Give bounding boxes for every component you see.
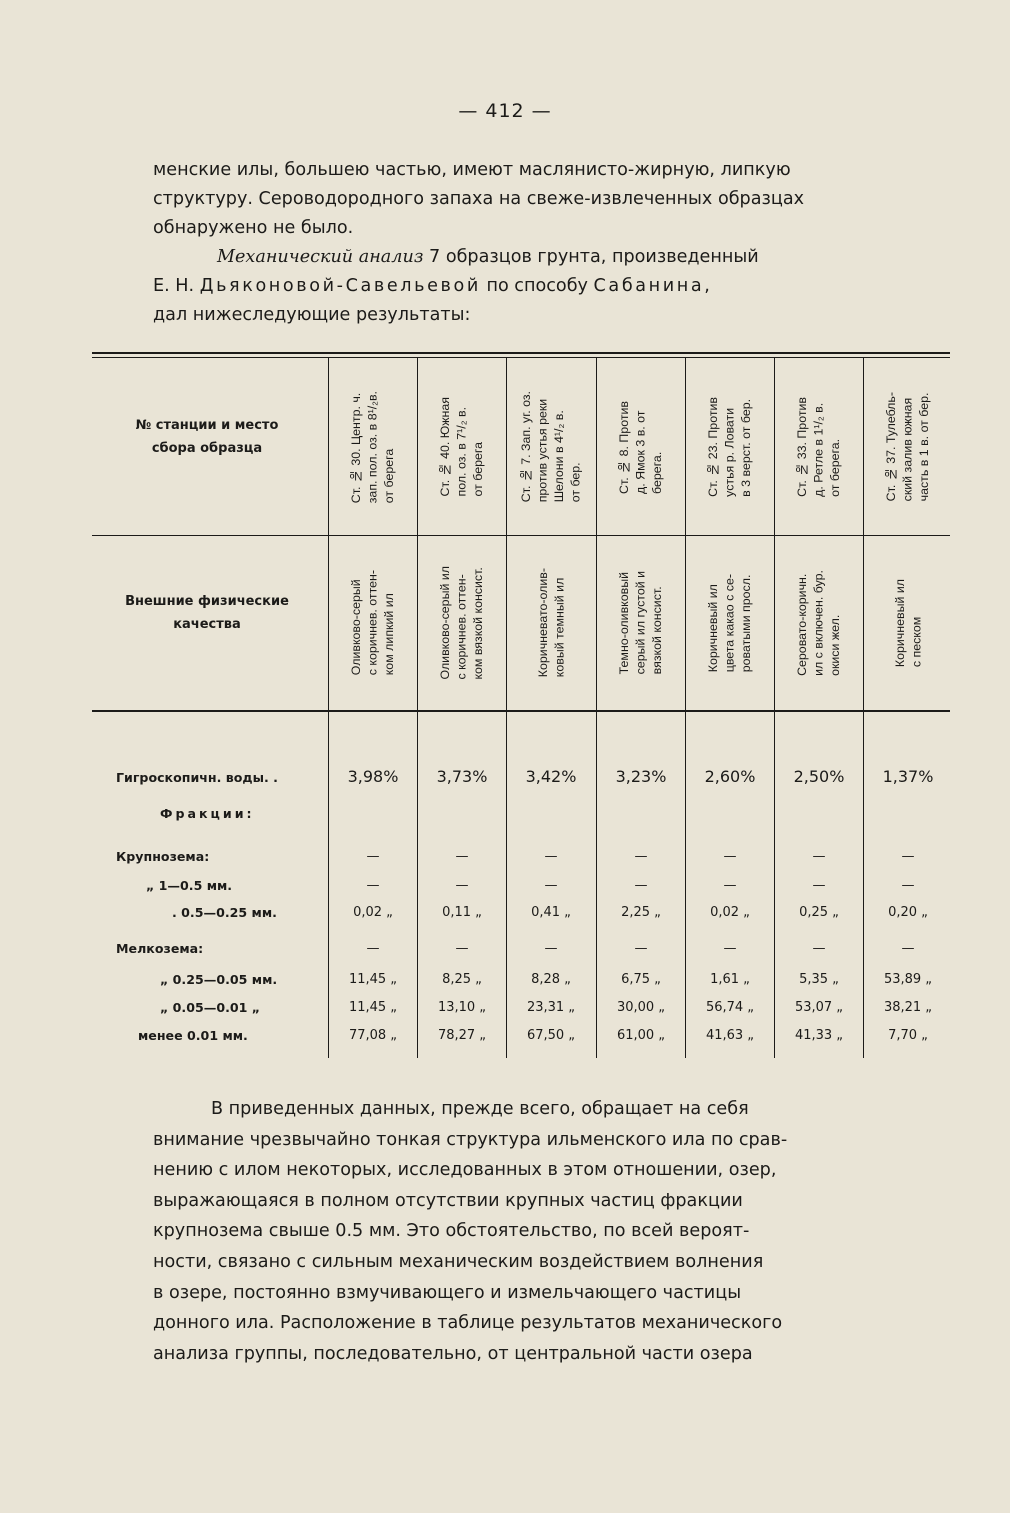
table-cell: 3,42% — [525, 767, 577, 786]
station-header-text: Ст. № 7. Зап. уг. оз. против устья реки Шелони в 4¹/₂ в. от бер. — [519, 391, 583, 503]
station-header-text: Ст. № 37. Тулебль- ский залив южная часть в 1 в. от бер. — [884, 392, 932, 502]
body-line: анализа группы, последовательно, от центральной части озера — [153, 1343, 753, 1364]
table-cell: 0,20 „ — [888, 905, 928, 920]
row-label: „ 1—0.5 мм. — [146, 878, 233, 893]
table-cell: 53,89 „ — [883, 972, 933, 987]
intro-line: дал нижеследующие результаты: — [153, 305, 471, 325]
row-label: „ 0.05—0.01 „ — [160, 1000, 261, 1015]
body-line: ности, связано с сильным механическим воздействием волнения — [153, 1251, 764, 1272]
table-cell: 3,73% — [436, 767, 488, 786]
station-header-cell — [418, 362, 506, 532]
station-header-label — [92, 414, 322, 460]
quality-header-cell — [686, 540, 774, 706]
table-cell: 0,02 „ — [710, 905, 750, 920]
quality-header-cell — [507, 540, 595, 706]
table-cell: — — [366, 941, 380, 956]
intro-line: обнаружено не было. — [153, 218, 354, 238]
table-cell: — — [901, 941, 915, 956]
station-header-cell — [686, 362, 774, 532]
quality-header-text: Серовато-коричн. ил с включен. бур. окиси жел. — [795, 570, 843, 676]
row-label: „ 0.25—0.05 мм. — [160, 972, 278, 987]
table-cell: 2,25 „ — [621, 905, 661, 920]
table-header-bottom-rule — [92, 710, 950, 712]
table-cell: 41,33 „ — [794, 1028, 844, 1043]
station-header-text: Ст. № 8. Против д. Ямок 3 в. от берега. — [617, 400, 665, 494]
table-cell: — — [544, 878, 558, 893]
row-label: Крупнозема: — [116, 849, 210, 864]
table-cell: — — [544, 849, 558, 864]
page-number: — 412 — — [458, 100, 552, 122]
station-header-text: Ст. № 23. Против устья р. Ловати в 3 верст. от бер. — [706, 397, 754, 497]
table-cell: 3,23% — [615, 767, 667, 786]
body-text: В приведенных данных, прежде всего, обращает на себя — [211, 1099, 749, 1119]
body-line: в озере, постоянно взмучивающего и измельчающего частицы — [153, 1282, 742, 1303]
table-cell: 0,25 „ — [799, 905, 839, 920]
table-cell: — — [634, 941, 648, 956]
table-cell: 67,50 „ — [526, 1028, 576, 1043]
intro-line — [153, 272, 898, 301]
table-cell: 78,27 „ — [437, 1028, 487, 1043]
body-line: нению с илом некоторых, исследованных в этом отношении, озер, — [153, 1160, 777, 1181]
station-header-cell — [507, 362, 595, 532]
table-cell: 53,07 „ — [794, 1000, 844, 1015]
table-cell: 0,41 „ — [531, 905, 571, 920]
table-cell: 1,37% — [882, 767, 934, 786]
station-header-cell — [597, 362, 685, 532]
quality-header-text: Коричневато-олив- ковый темный ил — [535, 568, 566, 678]
quality-header-text: Оливково-серый с коричнев. оттен- ком липкий ил — [349, 570, 397, 676]
table-cell: 30,00 „ — [616, 1000, 666, 1015]
intro-paragraph — [153, 156, 898, 330]
quality-header-cell — [418, 540, 506, 706]
body-line — [153, 1094, 898, 1125]
body-line: выражающаяся в полном отсутствии крупных частиц фракции — [153, 1190, 743, 1211]
body-paragraph — [153, 1094, 898, 1369]
table-cell: 7,70 „ — [888, 1028, 928, 1043]
row-label: Гигроскопичн. воды. . — [116, 770, 278, 785]
station-header-cell — [329, 362, 417, 532]
station-header-line: сбора образца — [151, 441, 263, 456]
body-line: внимание чрезвычайно тонкая структура ильменского ила по срав- — [153, 1129, 788, 1150]
method-name: Сабанина, — [593, 276, 713, 296]
table-cell: — — [723, 849, 737, 864]
table-cell: 8,25 „ — [442, 972, 482, 987]
table-cell: — — [634, 849, 648, 864]
intro-line — [153, 243, 898, 272]
station-header-text: Ст. № 40. Южная пол. оз. в 7¹/₂ в. от берега — [438, 397, 486, 497]
table-cell: — — [544, 941, 558, 956]
table-cell: 6,75 „ — [621, 972, 661, 987]
table-cell: — — [723, 941, 737, 956]
table-cell: — — [901, 849, 915, 864]
table-header-divider — [92, 535, 950, 536]
quality-header-cell — [775, 540, 863, 706]
table-cell: — — [366, 849, 380, 864]
quality-header-cell — [329, 540, 417, 706]
table-cell: — — [455, 941, 469, 956]
quality-header-text: Коричневый ил цвета какао с се- роватыми просл. — [706, 573, 754, 673]
quality-header-text: Оливково-серый ил с коричнев. оттен- ком вязкой консист. — [438, 566, 486, 680]
author-name: Дьяконовой-Савельевой — [199, 276, 481, 296]
intro-line: менские илы, большею частью, имеют маслянисто-жирную, липкую — [153, 160, 791, 180]
table-cell: — — [455, 878, 469, 893]
table-cell: — — [366, 878, 380, 893]
quality-header-line: Внешние физические — [125, 594, 289, 609]
table-cell: 56,74 „ — [705, 1000, 755, 1015]
table-cell: — — [455, 849, 469, 864]
quality-header-cell — [864, 540, 952, 706]
table-cell: 77,08 „ — [348, 1028, 398, 1043]
table-cell: — — [634, 878, 648, 893]
quality-header-text: Коричневый ил с песком — [892, 578, 923, 668]
intro-text: 7 образцов грунта, произведенный — [423, 247, 759, 267]
station-header-text: Ст. № 33. Против д. Ретле в 1¹/₂ в. от берега. — [795, 397, 843, 497]
analysis-table — [92, 352, 950, 1058]
row-label: Фракции: — [160, 806, 255, 821]
intro-text: по способу — [480, 276, 594, 296]
table-cell: — — [812, 849, 826, 864]
table-cell: — — [812, 941, 826, 956]
italic-term: Механический анализ — [217, 247, 424, 267]
table-cell: 0,11 „ — [442, 905, 482, 920]
body-line: крупнозема свыше 0.5 мм. Это обстоятельство, по всей вероят- — [153, 1221, 750, 1242]
table-cell: 1,61 „ — [710, 972, 750, 987]
table-cell: 8,28 „ — [531, 972, 571, 987]
table-cell: — — [723, 878, 737, 893]
table-cell: 61,00 „ — [616, 1028, 666, 1043]
quality-header-line: качества — [173, 617, 241, 632]
station-header-cell — [864, 362, 952, 532]
quality-header-cell — [597, 540, 685, 706]
station-header-text: Ст. № 30. Центр. ч. зап. пол. оз. в 8¹/₂в. от берега — [349, 390, 397, 504]
table-top-rule-thin — [92, 357, 950, 358]
table-cell: — — [812, 878, 826, 893]
body-line: донного ила. Расположение в таблице результатов механического — [153, 1313, 783, 1334]
station-header-line: № станции и место — [135, 418, 279, 433]
table-cell: 2,60% — [704, 767, 756, 786]
table-cell: 3,98% — [347, 767, 399, 786]
row-label: Мелкозема: — [116, 941, 204, 956]
table-cell: — — [901, 878, 915, 893]
quality-header-text: Темно-оливковый серый ил густой и вязкой консист. — [617, 571, 665, 675]
table-cell: 23,31 „ — [526, 1000, 576, 1015]
table-cell: 0,02 „ — [353, 905, 393, 920]
quality-header-label — [92, 590, 322, 636]
table-cell: 5,35 „ — [799, 972, 839, 987]
station-header-cell — [775, 362, 863, 532]
row-label: менее 0.01 мм. — [138, 1028, 248, 1043]
intro-line: структуру. Сероводородного запаха на свеже-извлеченных образцах — [153, 189, 805, 209]
table-cell: 11,45 „ — [348, 972, 398, 987]
table-cell: 41,63 „ — [705, 1028, 755, 1043]
table-top-rule — [92, 352, 950, 354]
row-label: . 0.5—0.25 мм. — [172, 905, 277, 920]
intro-text: Е. Н. — [153, 276, 200, 296]
table-cell: 38,21 „ — [883, 1000, 933, 1015]
table-cell: 2,50% — [793, 767, 845, 786]
table-cell: 11,45 „ — [348, 1000, 398, 1015]
table-cell: 13,10 „ — [437, 1000, 487, 1015]
